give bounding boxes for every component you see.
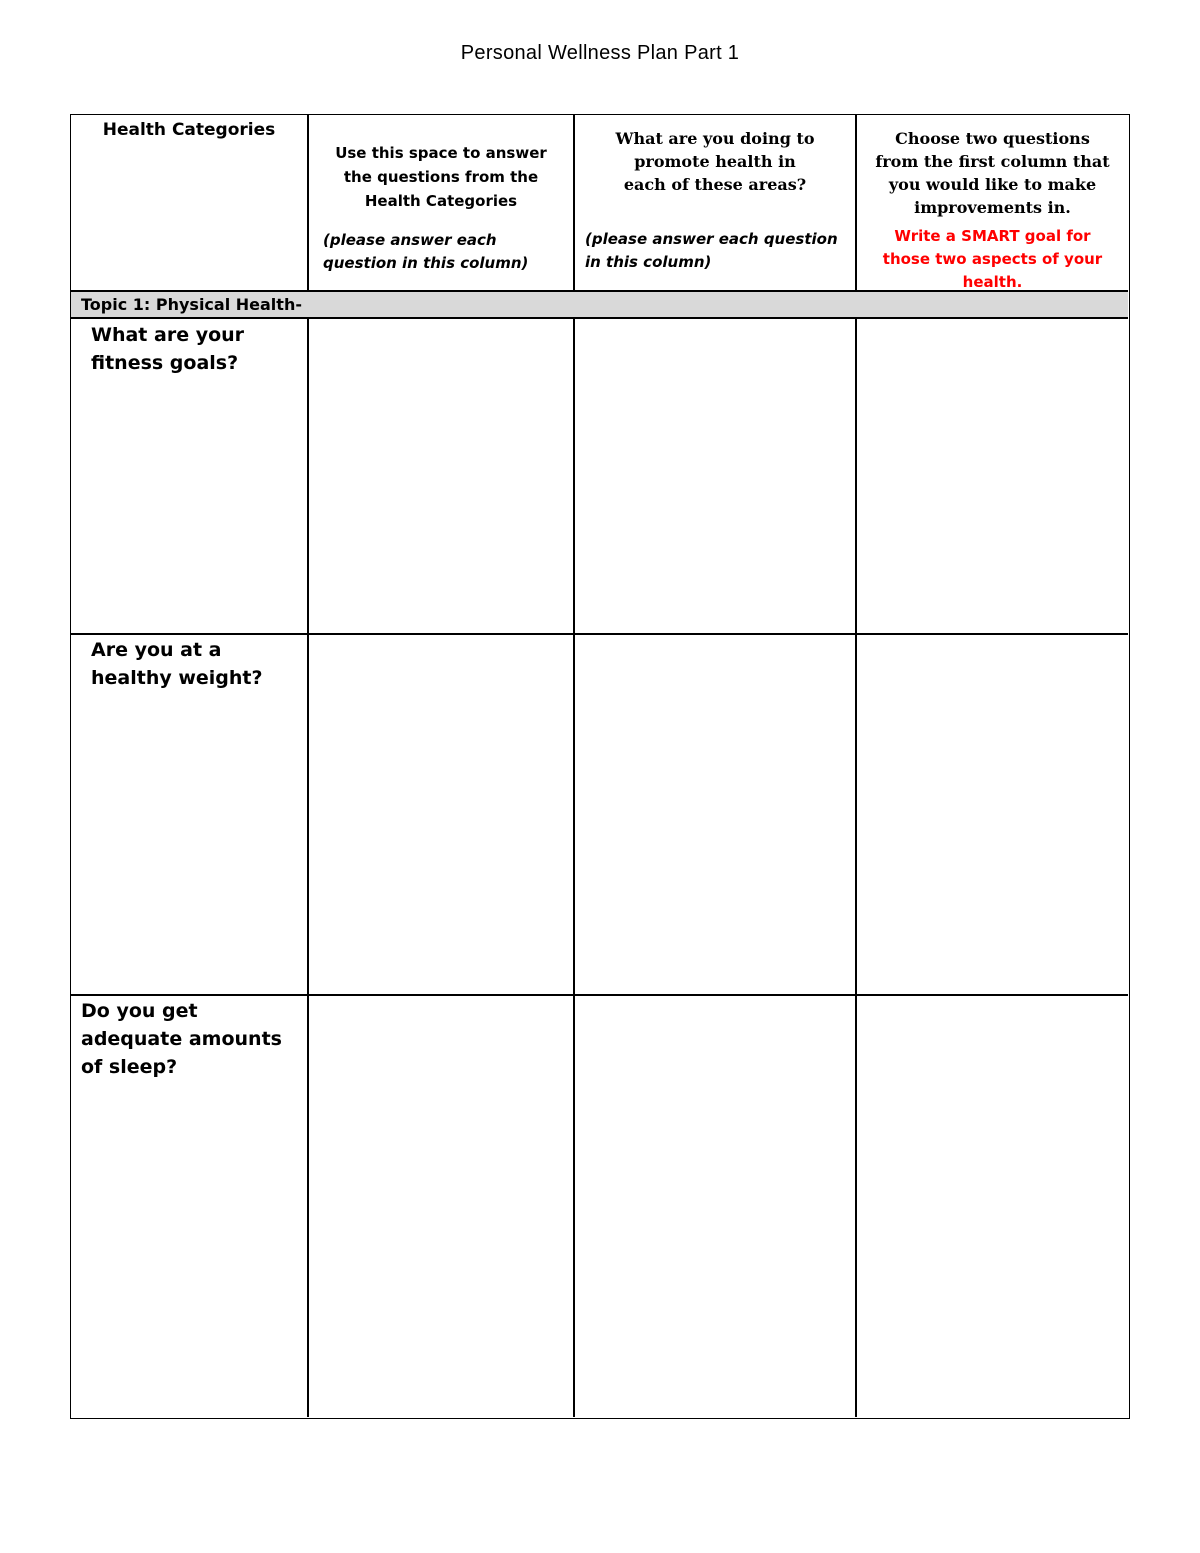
- promote-cell-adequate-sleep[interactable]: [575, 996, 855, 1417]
- topic-label: Topic 1: Physical Health-: [81, 295, 302, 314]
- question-adequate-sleep: Do you get adequate amounts of sleep?: [81, 1000, 282, 1078]
- header-health-categories: [71, 119, 307, 142]
- header-health-categories-label: Health Categories: [102, 120, 276, 140]
- header-smart-goal-note: Write a SMART goal for those two aspects of your health.: [882, 227, 1103, 291]
- smart-goal-cell-healthy-weight[interactable]: [857, 635, 1128, 994]
- header-promote-health-label: What are you doing to promote health in each of these areas?: [615, 129, 815, 194]
- header-smart-goal-label: Choose two questions from the first column that you would like to make improvements in.: [875, 129, 1110, 217]
- wellness-table: [70, 114, 1130, 1419]
- question-fitness-goals: What are your fitness goals?: [91, 324, 245, 374]
- promote-cell-healthy-weight[interactable]: [575, 635, 855, 994]
- page-title: Personal Wellness Plan Part 1: [460, 42, 740, 64]
- smart-goal-cell-fitness-goals[interactable]: [857, 319, 1128, 633]
- header-answer-space: [309, 141, 573, 275]
- topic-band-cover: [308, 292, 1128, 317]
- question-healthy-weight: Are you at a healthy weight?: [91, 639, 263, 689]
- header-answer-space-label: Use this space to answer the questions from the Health Categories: [335, 144, 547, 210]
- answer-cell-adequate-sleep[interactable]: [309, 996, 573, 1417]
- header-smart-goal: [857, 127, 1128, 294]
- answer-cell-healthy-weight[interactable]: [309, 635, 573, 994]
- answer-cell-fitness-goals[interactable]: [309, 319, 573, 633]
- header-promote-health-note: (please answer each question in this column): [585, 230, 838, 271]
- header-promote-health: [575, 127, 855, 274]
- header-answer-space-note: (please answer each question in this column): [323, 231, 529, 272]
- smart-goal-cell-adequate-sleep[interactable]: [857, 996, 1128, 1417]
- promote-cell-fitness-goals[interactable]: [575, 319, 855, 633]
